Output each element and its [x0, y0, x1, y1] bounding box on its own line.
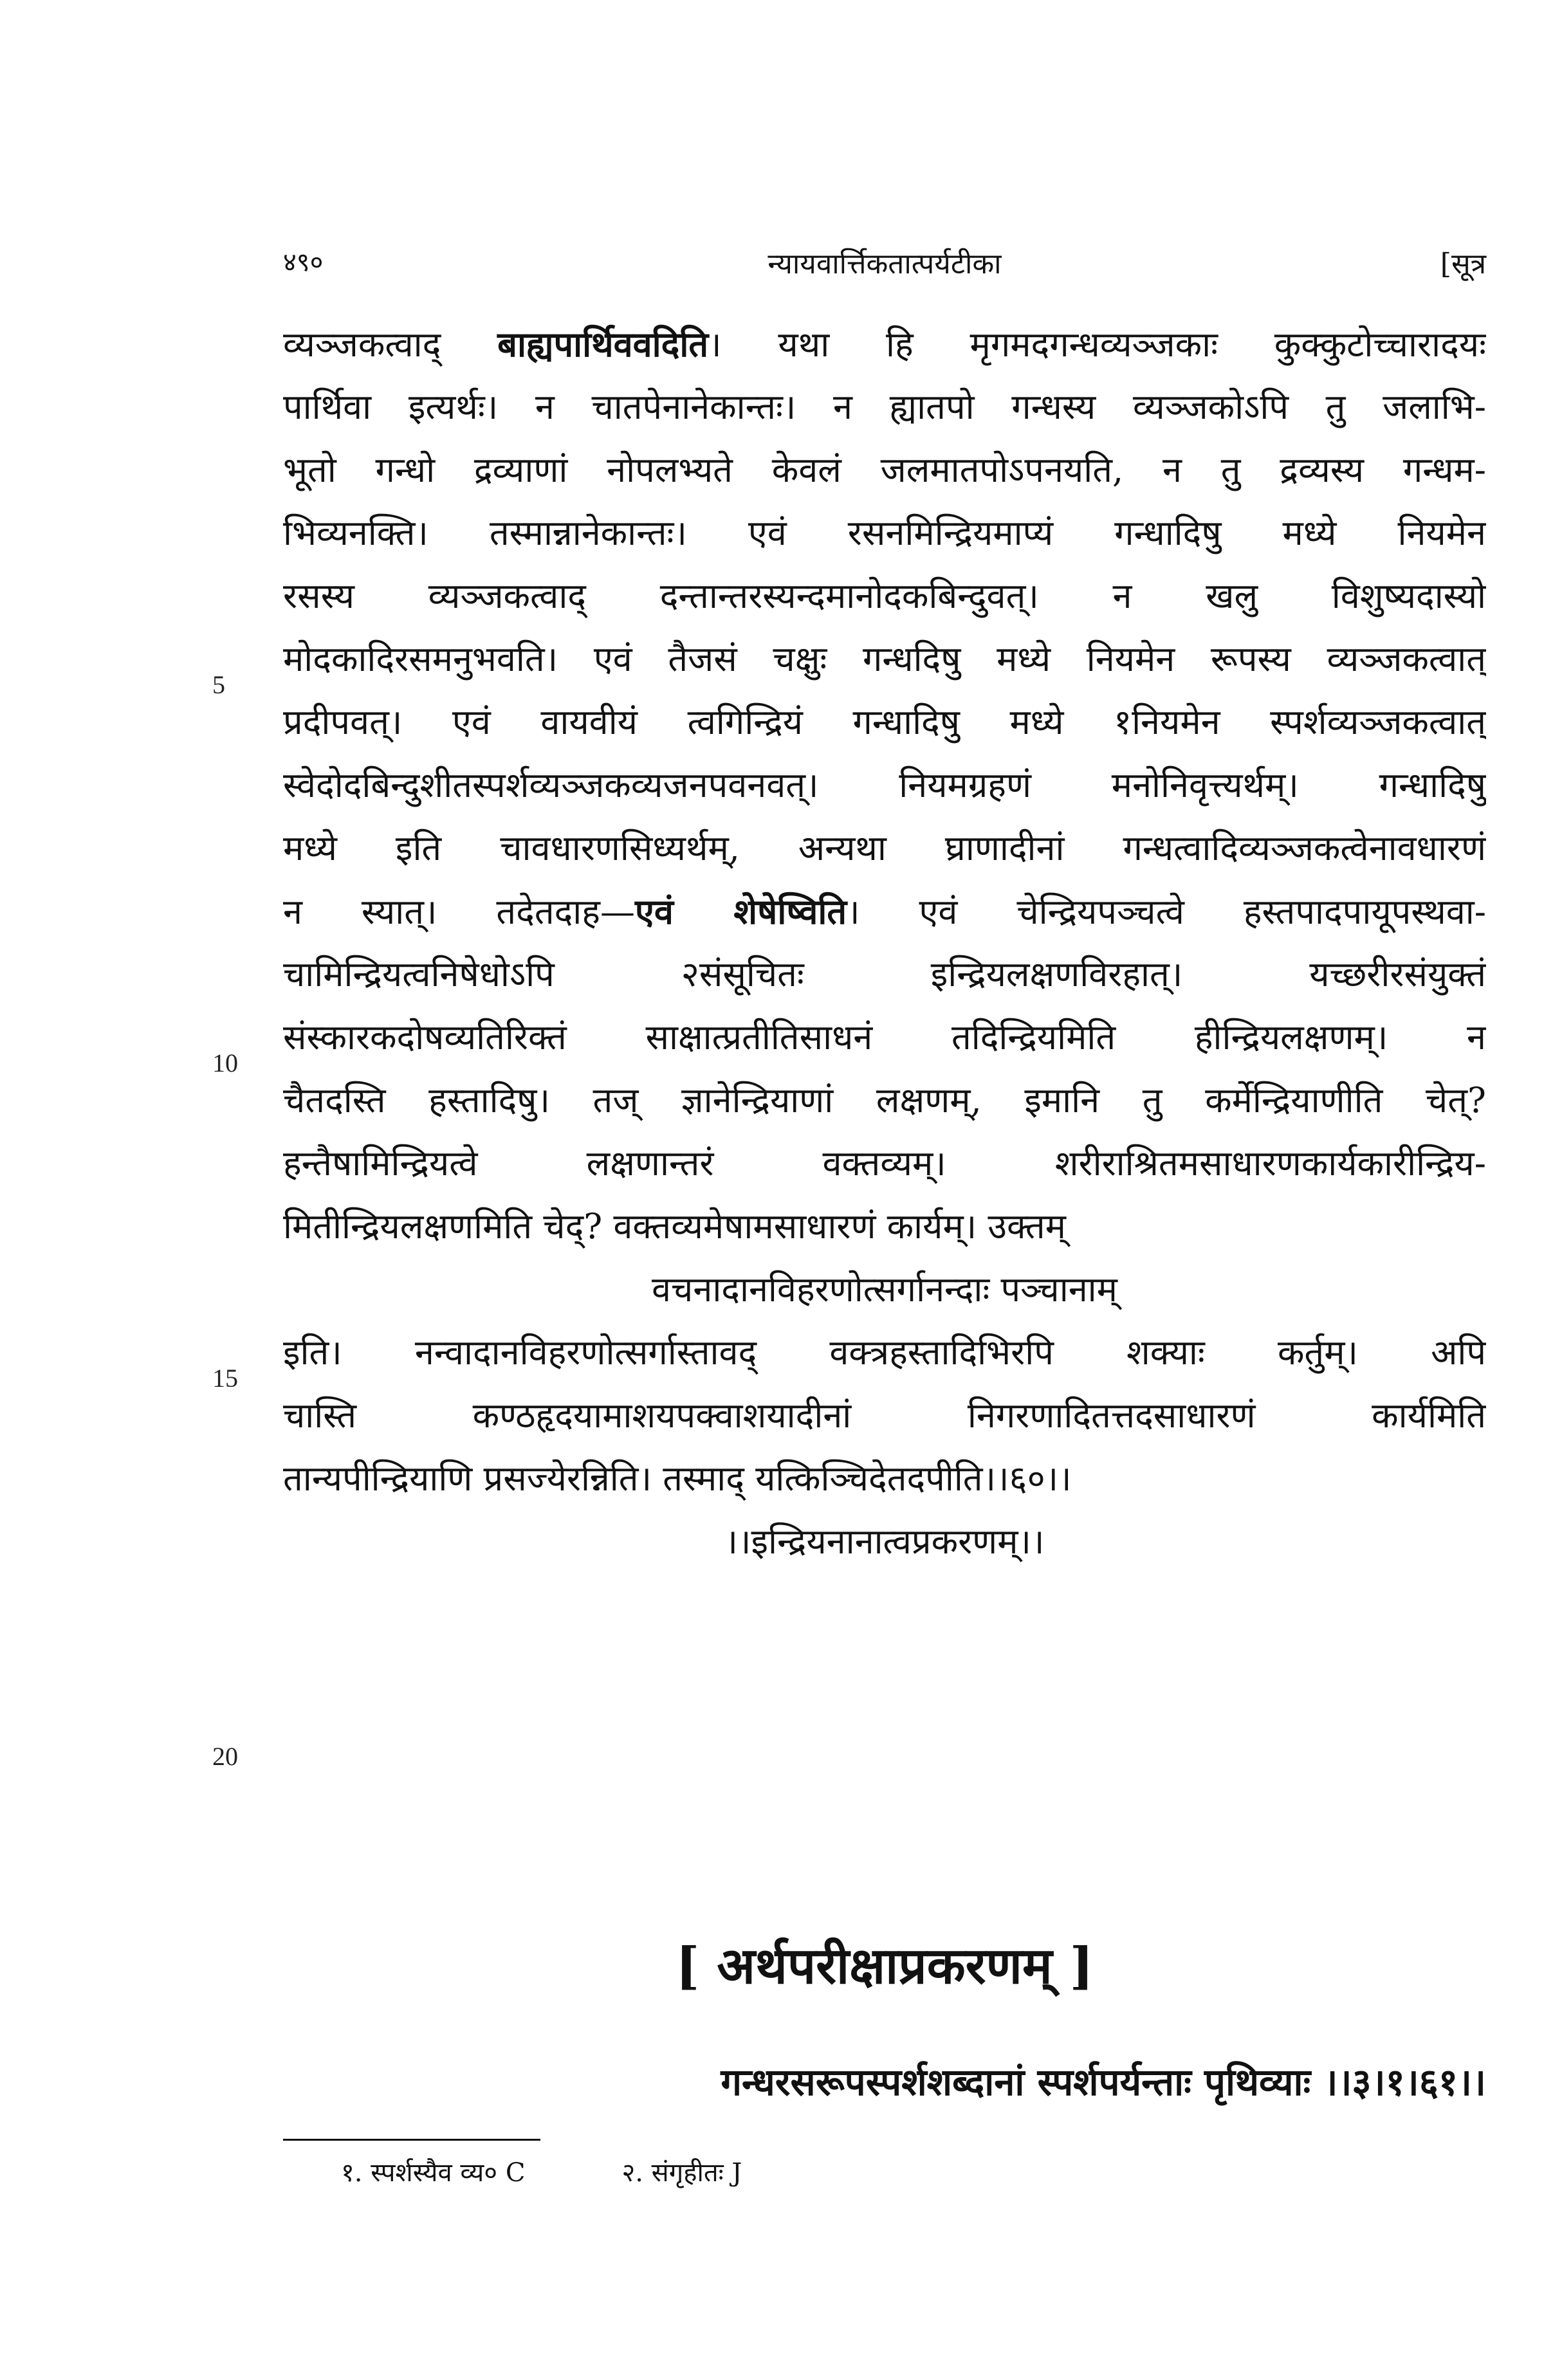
line-number-5: 5 — [212, 670, 225, 699]
chapter-colophon: ।।इन्द्रियनानात्वप्रकरणम्।। — [724, 1521, 1045, 1562]
line-number-20: 20 — [212, 1742, 238, 1771]
line-number-15: 15 — [212, 1364, 238, 1393]
section-heading: [ अर्थपरीक्षाप्रकरणम् ] — [676, 1937, 1094, 1995]
text-line: मोदकादिरसमनुभवति। एवं तैजसं चक्षुः गन्धदिषु मध्ये नियमेन रूपस्य व्यञ्जकत्वात् — [283, 639, 1486, 679]
line-number-10: 10 — [212, 1048, 238, 1077]
text-line: रसस्य व्यञ्जकत्वाद् दन्तान्तरस्यन्दमानोदकबिन्दुवत्। न खलु विशुष्यदास्यो — [283, 576, 1486, 616]
page-number: ४९० — [283, 248, 324, 277]
text-line: मितीन्द्रियलक्षणमिति चेद्? वक्तव्यमेषामसाधारणं कार्यम्। उक्तम् — [283, 1206, 1066, 1247]
text-line: भूतो गन्धो द्रव्याणां नोपलभ्यते केवलं जलमातपोऽपनयति, न तु द्रव्यस्य गन्धम- — [283, 450, 1486, 490]
running-title: न्यायवार्त्तिकतात्पर्यटीका — [767, 248, 1002, 280]
footnote-1: १. स्पर्शस्यैव व्य० C — [341, 2158, 526, 2188]
text-line: चैतदस्ति हस्तादिषु। तज् ज्ञानेन्द्रियाणां लक्षणम्, इमानि तु कर्मेन्द्रियाणीति चेत्? — [283, 1080, 1486, 1121]
text-line: न स्यात्। तदेतदाह—एवं शेषेष्विति। एवं चेन्द्रियपञ्चत्वे हस्तपादपायूपस्थवा- — [283, 891, 1486, 932]
footnote-divider — [283, 2139, 540, 2141]
quoted-term: एवं शेषेष्विति — [634, 891, 847, 932]
footnotes — [341, 2154, 838, 2189]
quoted-term: बाह्यपार्थिववदिति — [497, 324, 709, 365]
text-line: व्यञ्जकत्वाद् बाह्यपार्थिववदिति। यथा हि मृगमदगन्धव्यञ्जकाः कुक्कुटोच्चारादयः — [283, 324, 1486, 365]
text-line: हन्तैषामिन्द्रियत्वे लक्षणान्तरं वक्तव्यम्। शरीराश्रितमसाधारणकार्यकारीन्द्रिय- — [283, 1143, 1486, 1184]
footnote-2: २. संगृहीतः J — [621, 2158, 742, 2188]
verse-quotation: वचनादानविहरणोत्सर्गानन्दाः पञ्चानाम् — [652, 1269, 1117, 1310]
text-line: तान्यपीन्द्रियाणि प्रसज्येरन्निति। तस्माद् यत्किञ्चिदेतदपीति।।६०।। — [283, 1458, 1072, 1499]
commentary-text — [283, 313, 1486, 1573]
text-line: प्रदीपवत्। एवं वायवीयं त्वगिन्द्रियं गन्धादिषु मध्ये १नियमेन स्पर्शव्यञ्जकत्वात् — [283, 702, 1486, 742]
sutra-text: गन्धरसरूपस्पर्शशब्दानां स्पर्शपर्यन्ताः पृथिव्याः ।।३।१।६१।। — [721, 2060, 1486, 2104]
text-line: भिव्यनक्ति। तस्मान्नानेकान्तः। एवं रसनमिन्द्रियमाप्यं गन्धादिषु मध्ये नियमेन — [283, 513, 1486, 553]
text-line: संस्कारकदोषव्यतिरिक्तं साक्षात्प्रतीतिसाधनं तदिन्द्रियमिति हीन्द्रियलक्षणम्। न — [283, 1017, 1486, 1057]
running-section-label: [सूत्र — [1440, 248, 1486, 280]
text-line: चास्ति कण्ठहृदयामाशयपक्वाशयादीनां निगरणादितत्तदसाधारणं कार्यमिति — [283, 1395, 1486, 1436]
text-line: पार्थिवा इत्यर्थः। न चातपेनानेकान्तः। न ह्यातपो गन्धस्य व्यञ्जकोऽपि तु जलाभि- — [283, 387, 1486, 427]
text-line: स्वेदोदबिन्दुशीतस्पर्शव्यञ्जकव्यजनपवनवत्। नियमग्रहणं मनोनिवृत्त्यर्थम्। गन्धादिषु — [283, 765, 1486, 805]
page-header — [283, 243, 1486, 288]
text-line: मध्ये इति चावधारणसिध्यर्थम्, अन्यथा घ्राणादीनां गन्धत्वादिव्यञ्जकत्वेनावधारणं — [283, 828, 1486, 868]
text-line: इति। नन्वादानविहरणोत्सर्गास्तावद् वक्त्रहस्तादिभिरपि शक्याः कर्तुम्। अपि — [283, 1332, 1486, 1373]
text-line: चामिन्द्रियत्वनिषेधोऽपि २संसूचितः इन्द्रियलक्षणविरहात्। यच्छरीरसंयुक्तं — [283, 954, 1486, 994]
